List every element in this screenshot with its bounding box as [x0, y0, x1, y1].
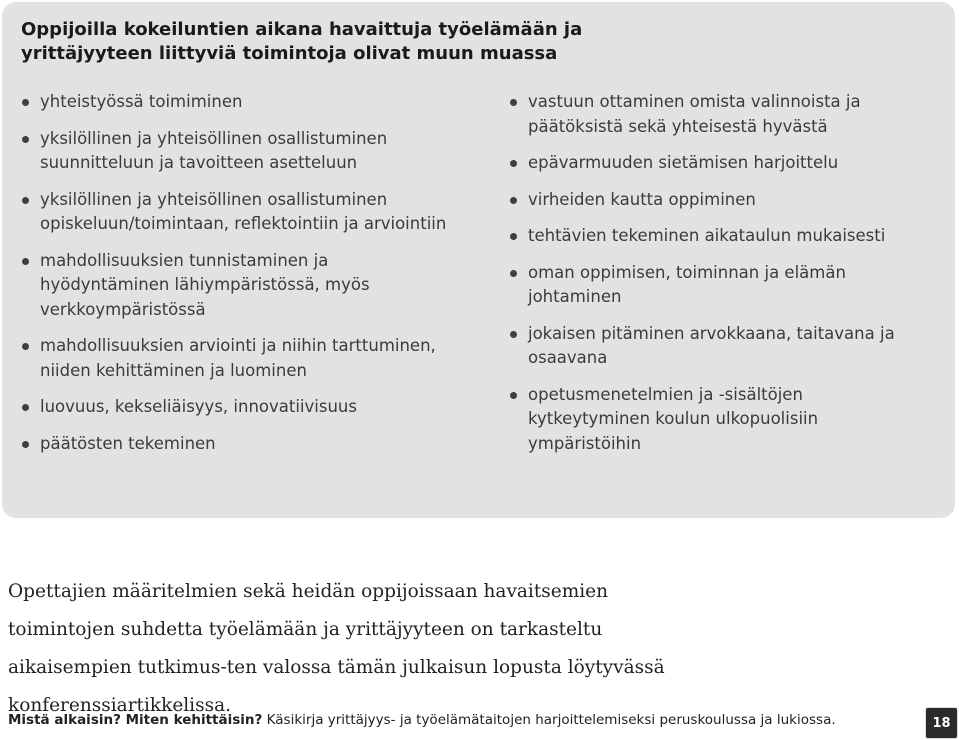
bullet-icon — [510, 160, 517, 167]
list-item-text: epävarmuuden sietämisen harjoittelu — [528, 153, 839, 172]
bullet-icon — [22, 441, 29, 448]
list-item-text: tehtävien tekeminen aikataulun mukaisesti — [528, 226, 886, 245]
list-item — [22, 334, 452, 383]
list-item — [510, 151, 930, 176]
list-item — [510, 261, 930, 310]
bullet-icon — [510, 99, 517, 106]
list-item-text: yksilöllinen ja yhteisöllinen osallistuminen suunnitteluun ja tavoitteen asetteluun — [40, 128, 388, 172]
box-title: Oppijoilla kokeiluntien aikana havaittuja työelämään ja yrittäjyyteen liittyviä toimintoja olivat muun muassa — [21, 19, 583, 64]
page-footer — [8, 712, 836, 728]
list-item — [22, 432, 452, 457]
bullet-icon — [22, 343, 29, 350]
footer-subtitle: Käsikirja yrittäjyys- ja työelämätaitojen harjoittelemiseksi peruskoulussa ja lukiossa. — [266, 712, 836, 728]
bullet-icon — [22, 99, 29, 106]
list-item-text: vastuun ottaminen omista valinnoista ja päätöksistä sekä yhteisestä hyvästä — [528, 92, 861, 136]
list-item-text: opetusmenetelmien ja -sisältöjen kytkeytyminen koulun ulkopuolisiin ympäristöihin — [528, 384, 819, 453]
bullet-icon — [510, 270, 517, 277]
list-item — [510, 224, 930, 249]
list-item-text: jokaisen pitäminen arvokkaana, taitavana ja osaavana — [528, 323, 895, 367]
list-item — [22, 188, 452, 237]
list-item — [22, 249, 452, 323]
list-item — [22, 90, 452, 115]
bullet-icon — [22, 258, 29, 265]
list-item — [22, 395, 452, 420]
list-item-text: yksilöllinen ja yhteisöllinen osallistuminen opiskeluun/toimintaan, reflektointiin ja arviointiin — [40, 189, 447, 233]
left-bullet-list — [22, 90, 452, 468]
bullet-icon — [510, 331, 517, 338]
right-bullet-list — [510, 90, 930, 468]
bullet-icon — [510, 392, 517, 399]
page-number: 18 — [925, 707, 958, 739]
bullet-icon — [22, 136, 29, 143]
footer-title: Mistä alkaisin? Miten kehittäisin? — [8, 712, 263, 728]
bullet-icon — [22, 197, 29, 204]
bullet-icon — [510, 233, 517, 240]
list-item — [510, 188, 930, 213]
list-item-text: oman oppimisen, toiminnan ja elämän johtaminen — [528, 262, 846, 306]
bullet-icon — [22, 404, 29, 411]
list-item — [510, 383, 930, 457]
body-paragraph: Opettajien määritelmien sekä heidän oppijoissaan havaitsemien toimintojen suhdetta työelämään ja yrittäjyyteen on tarkasteltu aikaisempien tutkimus-ten valossa tämän julkaisun lopusta löytyvässä konferenssiartikkelissa. — [8, 580, 665, 716]
list-item — [510, 322, 930, 371]
list-item-text: luovuus, kekseliäisyys, innovatiivisuus — [40, 397, 357, 416]
list-item-text: päätösten tekeminen — [40, 433, 216, 453]
bullet-icon — [510, 197, 517, 204]
list-item — [22, 127, 452, 176]
list-item-text: yhteistyössä toimiminen — [40, 92, 243, 111]
list-item-text: mahdollisuuksien arviointi ja niihin tarttuminen, niiden kehittäminen ja luominen — [40, 336, 436, 380]
list-item-text: mahdollisuuksien tunnistaminen ja hyödyntäminen lähiympäristössä, myös verkkoympäristössä — [40, 250, 370, 319]
list-item-text: virheiden kautta oppiminen — [528, 189, 756, 209]
list-item — [510, 90, 930, 139]
